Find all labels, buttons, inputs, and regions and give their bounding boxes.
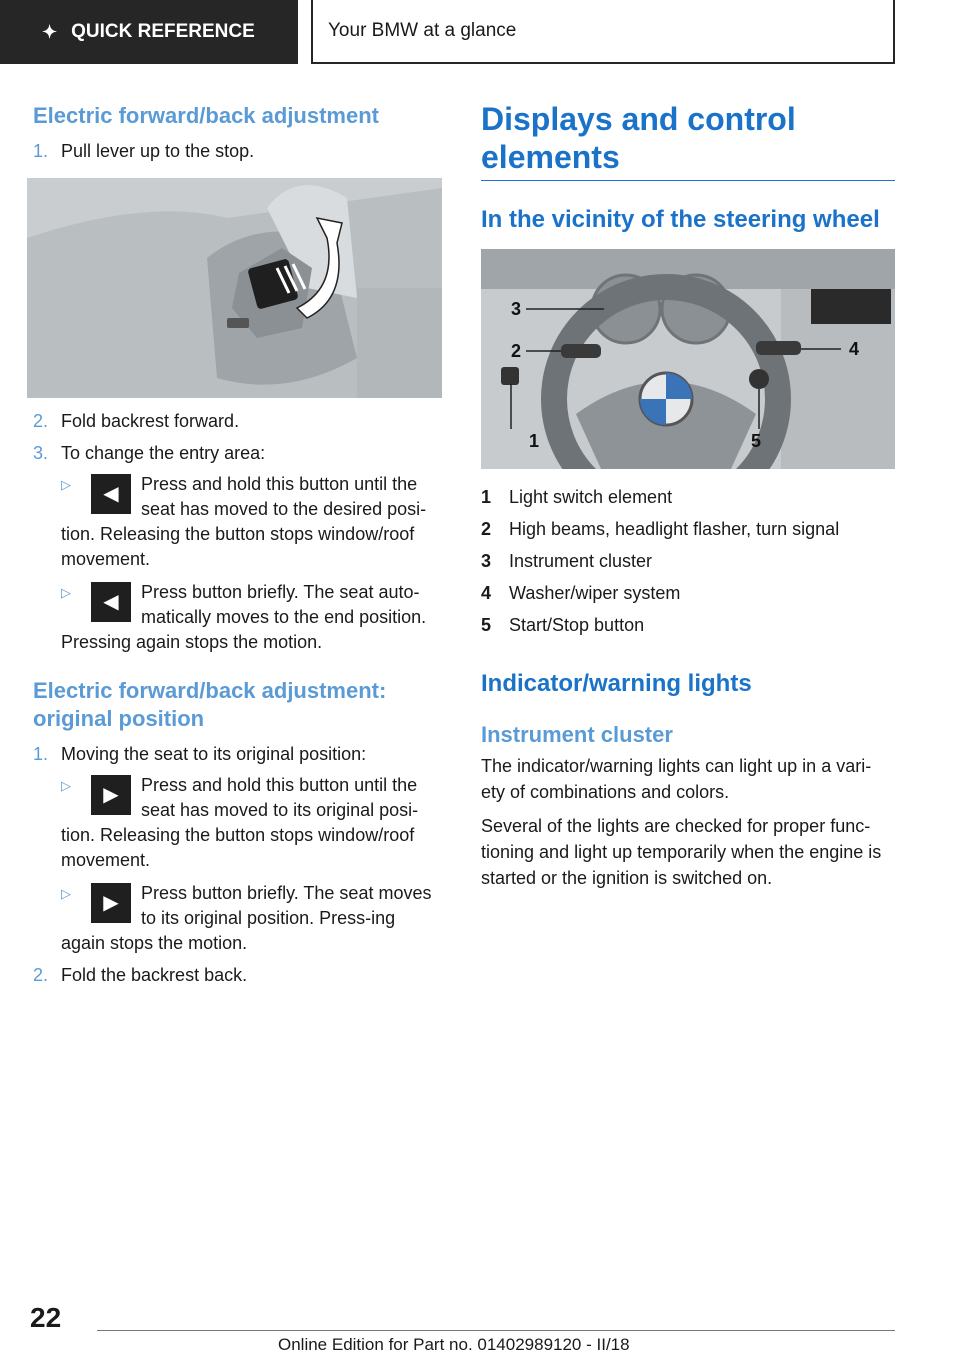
- heading-steering-wheel: In the vicinity of the steering wheel: [481, 206, 880, 233]
- step-text: To change the entry area:: [61, 443, 266, 463]
- legend-item: [481, 577, 895, 609]
- legend-item: [481, 513, 895, 545]
- callout-2: 2: [511, 341, 522, 361]
- seat-forward-button-icon: ▶: [91, 883, 131, 923]
- legend-number: 1: [481, 487, 492, 507]
- step-number: 2.: [33, 411, 49, 431]
- paragraph-lights-check: Several of the lights are checked for proper func-tioning and light up temporarily when the engine is started or the ignition is switched on.: [481, 816, 882, 888]
- step-2: [33, 408, 443, 434]
- footer-divider: [97, 1330, 895, 1331]
- step-text: Pull lever up to the stop.: [61, 141, 255, 161]
- callout-4: 4: [849, 339, 860, 359]
- step-text: Fold the backrest back.: [61, 965, 248, 985]
- bullet-text: Press button briefly. The seat moves to its original position. Press-ing again stops the motion.: [61, 883, 432, 953]
- step-1: [33, 138, 443, 164]
- heading-forward-back: Electric forward/back adjustment: [33, 103, 379, 128]
- step-number: 1.: [33, 141, 49, 161]
- paragraph-indicator: The indicator/warning lights can light up in a vari-ety of combinations and colors.: [481, 756, 872, 802]
- step-text: Fold backrest forward.: [61, 411, 240, 431]
- bullet-text: Press and hold this button until the seat has moved to its original posi-tion. Releasing the button stops window/roof movement.: [61, 775, 419, 870]
- legend-number: 5: [481, 615, 492, 635]
- legend-text: Washer/wiper system: [509, 583, 681, 603]
- orig-step-2: [33, 962, 443, 988]
- step-number: 2.: [33, 965, 49, 985]
- edition-note: Online Edition for Part no. 01402989120 - II/18: [278, 1335, 630, 1354]
- bullet-triangle-icon: ▷: [61, 585, 71, 600]
- heading-instrument-cluster: Instrument cluster: [481, 722, 673, 747]
- legend-number: 4: [481, 583, 492, 603]
- quick-reference-tab[interactable]: [0, 0, 298, 64]
- legend-text: Start/Stop button: [509, 615, 645, 635]
- seat-forward-button-icon: ▶: [91, 775, 131, 815]
- legend-item: [481, 481, 895, 513]
- callout-5: 5: [751, 431, 762, 451]
- bullet-triangle-icon: ▷: [61, 778, 71, 793]
- legend-number: 2: [481, 519, 492, 539]
- legend-text: Instrument cluster: [509, 551, 653, 571]
- section-title: Your BMW at a glance: [311, 0, 895, 64]
- right-column: [481, 100, 895, 891]
- heading-displays-controls: Displays and control elements: [481, 101, 796, 175]
- page-number: 22: [30, 1302, 62, 1333]
- callout-3: 3: [511, 299, 522, 319]
- legend-item: [481, 609, 895, 641]
- legend-number: 3: [481, 551, 492, 571]
- quick-reference-label: QUICK REFERENCE: [71, 21, 255, 42]
- bullet-text: Press button briefly. The seat auto-matically moves to the end position. Pressing again stops the motion.: [61, 582, 427, 652]
- heading-original-position: Electric forward/back adjustment: original position: [33, 678, 387, 731]
- bullet-triangle-icon: ▷: [61, 886, 71, 901]
- bolt-pin-icon: ✦: [42, 21, 58, 42]
- seat-back-button-icon: ◀: [91, 474, 131, 514]
- heading-indicator-lights: Indicator/warning lights: [481, 670, 752, 697]
- steering-wheel-illustration: [481, 249, 895, 469]
- step-number: 1.: [33, 744, 49, 764]
- bullet-press-brief-forward: [61, 881, 443, 956]
- callout-1: 1: [529, 431, 540, 451]
- seat-back-button-icon: ◀: [91, 582, 131, 622]
- step-text: Moving the seat to its original position:: [61, 744, 367, 764]
- bullet-press-hold-forward: [61, 773, 443, 873]
- legend-text: High beams, headlight flasher, turn signal: [509, 519, 840, 539]
- orig-step-1: [33, 741, 443, 767]
- step-number: 3.: [33, 443, 49, 463]
- bullet-text: Press and hold this button until the seat has moved to the desired posi-tion. Releasing the button stops window/roof movement.: [61, 474, 427, 569]
- bullet-triangle-icon: ▷: [61, 477, 71, 492]
- legend-text: Light switch element: [509, 487, 673, 507]
- legend-item: [481, 545, 895, 577]
- bullet-press-hold-back: [61, 472, 443, 572]
- seat-lever-illustration: [27, 178, 442, 398]
- bullet-press-brief-back: [61, 580, 443, 655]
- legend-list: [481, 481, 895, 641]
- left-column: [33, 100, 443, 988]
- step-3: [33, 440, 443, 466]
